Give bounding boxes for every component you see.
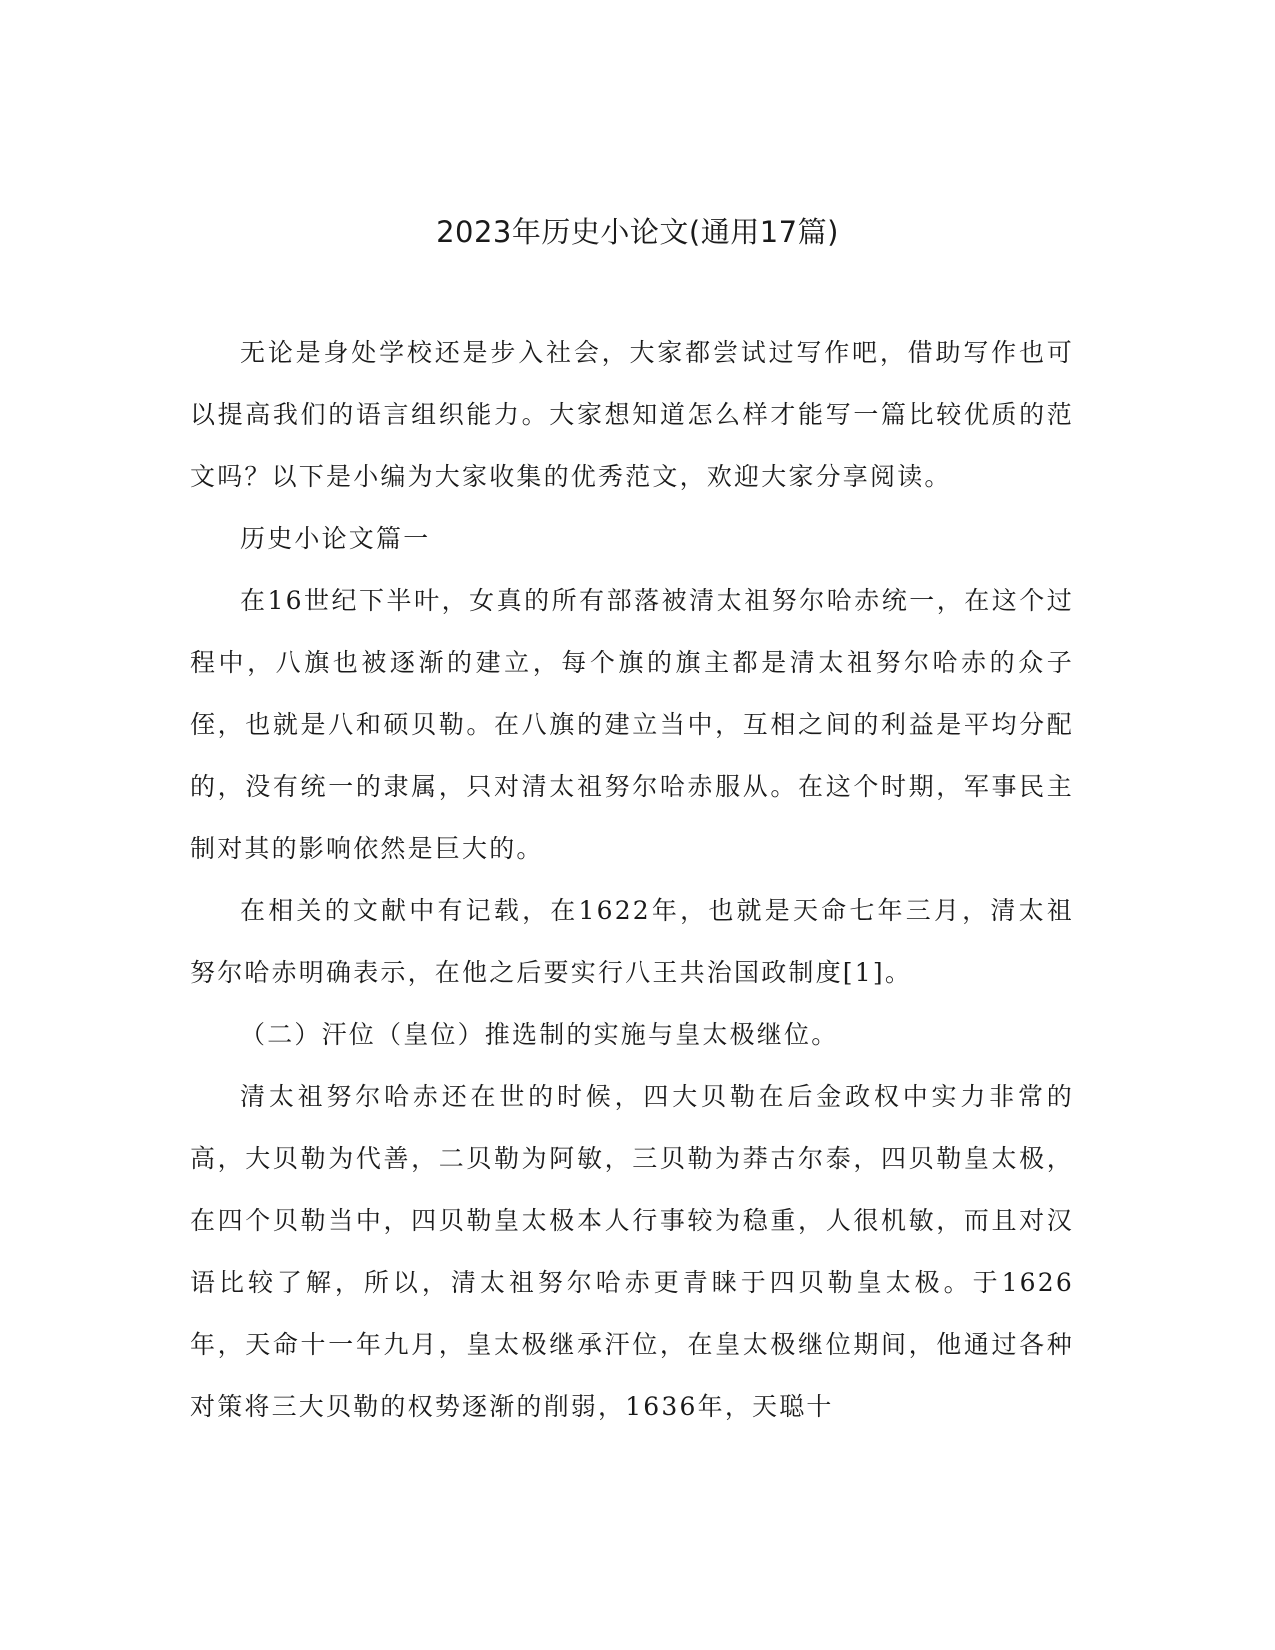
intro-paragraph: 无论是身处学校还是步入社会，大家都尝试过写作吧，借助写作也可以提高我们的语言组织能力。大家想知道怎么样才能写一篇比较优质的范文吗？以下是小编为大家收集的优秀范文，欢迎大家分享阅读。 [190, 338, 1074, 491]
section-heading: 历史小论文篇一 [240, 524, 431, 553]
subsection-heading: （二）汗位（皇位）推选制的实施与皇太极继位。 [240, 1020, 839, 1049]
document-title: 2023年历史小论文(通用17篇) [436, 215, 839, 249]
body-paragraph: 清太祖努尔哈赤还在世的时候，四大贝勒在后金政权中实力非常的高，大贝勒为代善，二贝勒为阿敏，三贝勒为莽古尔泰，四贝勒皇太极，在四个贝勒当中，四贝勒皇太极本人行事较为稳重，人很机敏，而且对汉语比较了解，所以，清太祖努尔哈赤更青睐于四贝勒皇太极。于1626年，天命十一年九月，皇太极继承汗位，在皇太极继位期间，他通过各种对策将三大贝勒的权势逐渐的削弱，1636年，天聪十 [190, 1082, 1074, 1421]
body-paragraph: 在相关的文献中有记载，在1622年，也就是天命七年三月，清太祖努尔哈赤明确表示，在他之后要实行八王共治国政制度[1]。 [190, 896, 1074, 987]
body-paragraph: 在16世纪下半叶，女真的所有部落被清太祖努尔哈赤统一，在这个过程中，八旗也被逐渐的建立，每个旗的旗主都是清太祖努尔哈赤的众子侄，也就是八和硕贝勒。在八旗的建立当中，互相之间的利益是平均分配的，没有统一的隶属，只对清太祖努尔哈赤服从。在这个时期，军事民主制对其的影响依然是巨大的。 [190, 586, 1074, 863]
document-body [190, 322, 1074, 1438]
